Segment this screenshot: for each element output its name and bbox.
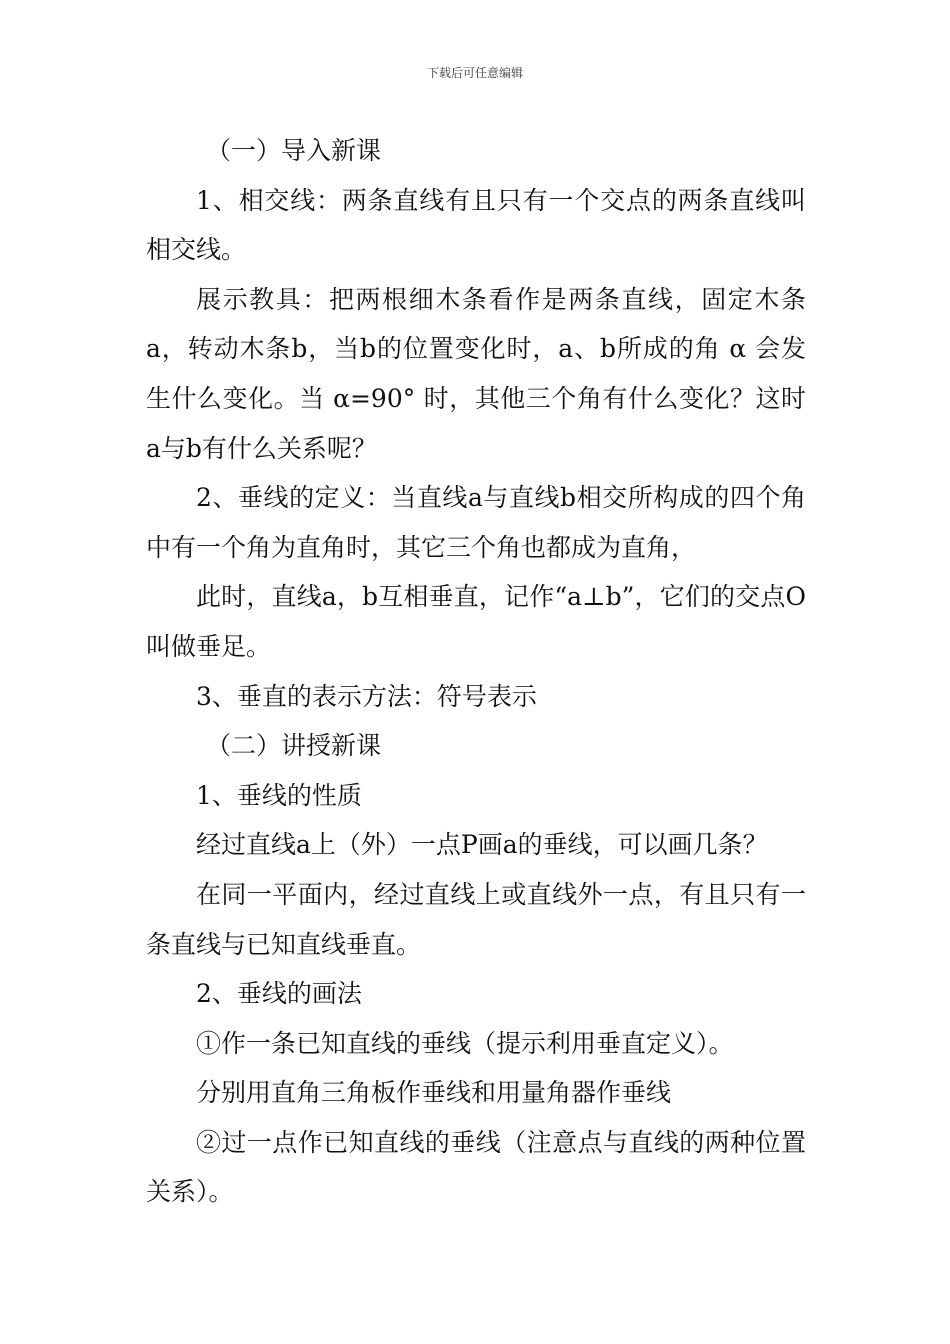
- paragraph-question: 经过直线a上（外）一点P画a的垂线，可以画几条？: [196, 830, 768, 860]
- paragraph-teaching-aid-demo: 展示教具：把两根细木条看作是两条直线，固定木条a，转动木条b，当b的位置变化时，a、b所成的角 α 会发生什么变化。当 α=90° 时，其他三个角有什么变化？这时a与b有什么关系呢？: [146, 284, 806, 463]
- section-heading-intro: （一）导入新课: [206, 136, 382, 165]
- paragraph-method-two: ②过一点作已知直线的垂线（注意点与直线的两种位置关系）。: [146, 1127, 806, 1207]
- paragraph-perpendicular-drawing: 2、垂线的画法: [196, 979, 362, 1009]
- paragraph-perpendicular-symbol: 3、垂直的表示方法：符号表示: [196, 681, 537, 711]
- document-body: [146, 126, 806, 1217]
- paragraph-perpendicular-notation: 此时，直线a，b互相垂直，记作“a⊥b”，它们的交点O叫做垂足。: [146, 582, 806, 661]
- paragraph-perpendicular-definition: 2、垂线的定义：当直线a与直线b相交所构成的四个角中有一个角为直角时，其它三个角也都成为直角，: [146, 483, 806, 562]
- paragraph-method-one: ①作一条已知直线的垂线（提示利用垂直定义）。: [196, 1028, 734, 1058]
- paragraph-intersecting-lines-definition: 1、相交线：两条直线有且只有一个交点的两条直线叫相交线。: [146, 185, 806, 265]
- page-header: 下载后可任意编辑: [426, 66, 523, 80]
- section-heading-lecture: （二）讲授新课: [206, 731, 382, 761]
- paragraph-method-one-tools: 分别用直角三角板作垂线和用量角器作垂线: [196, 1078, 672, 1108]
- paragraph-perpendicular-property: 1、垂线的性质: [196, 780, 362, 810]
- paragraph-property-statement: 在同一平面内，经过直线上或直线外一点，有且只有一条直线与已知直线垂直。: [146, 879, 806, 959]
